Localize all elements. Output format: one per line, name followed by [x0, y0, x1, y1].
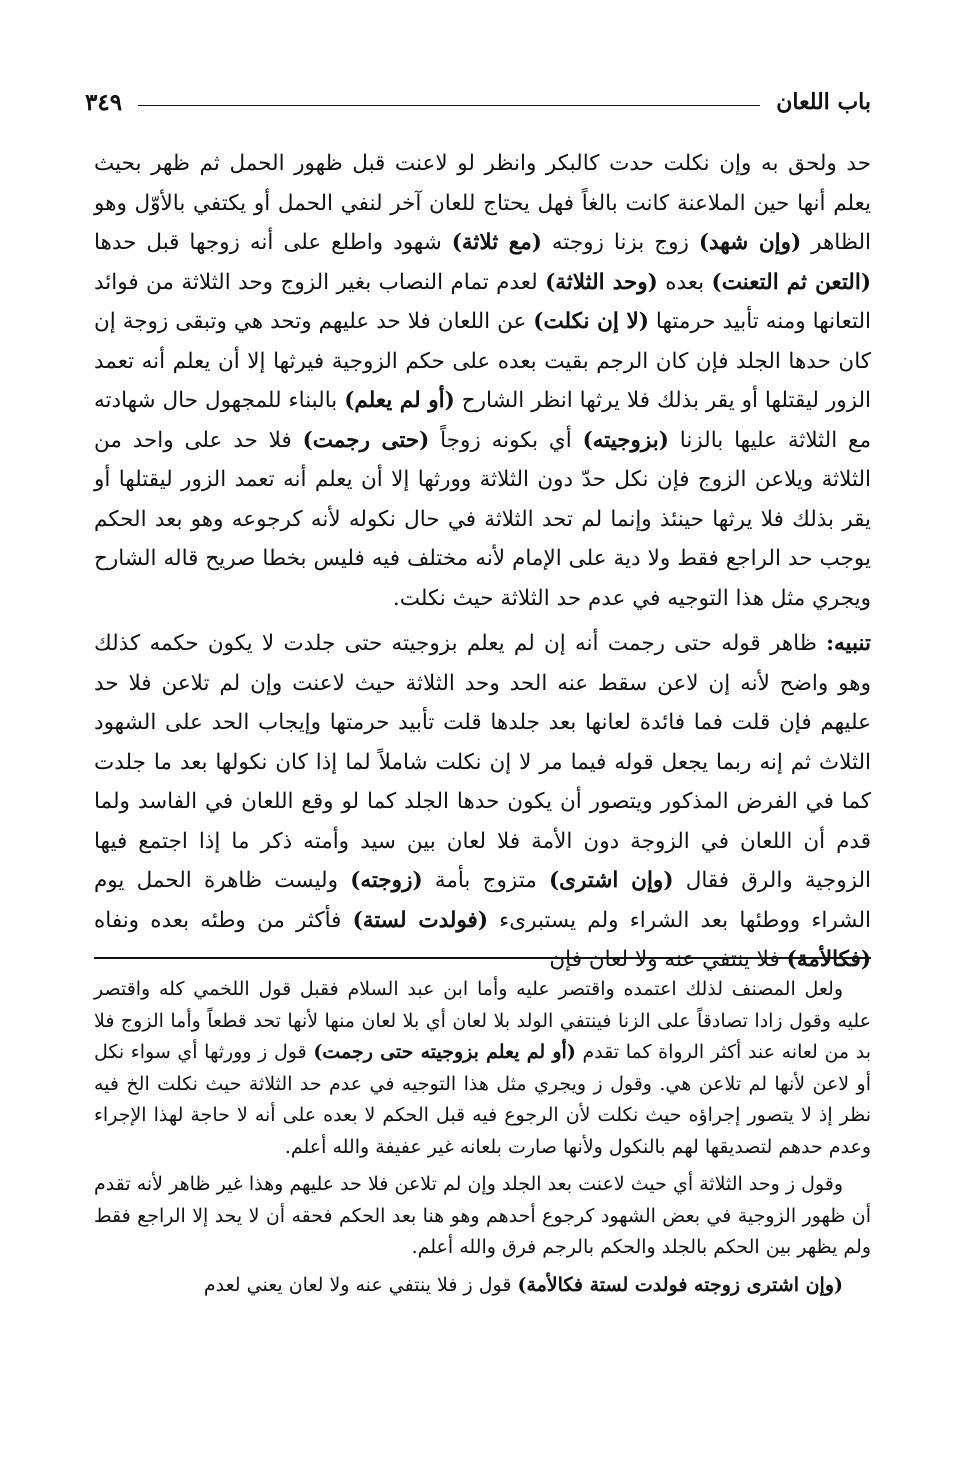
quoted-matn: (وإن اشترى) — [548, 868, 674, 893]
quoted-matn: (وحد الثلاثة) — [545, 269, 658, 295]
chapter-title: باب اللعان — [776, 89, 871, 115]
quoted-matn: (وإن اشترى زوجته فولدت لستة فكالأمة) — [517, 1273, 843, 1296]
main-paragraph: تنبيه: ظاهر قوله حتى رجمت أنه إن لم يعلم بزوجيته حتى جلدت لا يكون حكمه كذلك وهو واضح لأنه إن لاعن سقط عنه الحد وحد الثلاثة حيث لاعنت وإن لم تلاعن فلا حد عليهم فإن قلت فما فائدة لعانها بعد جلدها قلت تأبيد حرمتها وإيجاب الحد على الشهود الثلاث ثم إنه ربما يجعل قوله فيما مر لا إن نكلت شاملاً لما إذا كان نكولها بعد ما جلدت كما في الفرض المذكور ويتصور أن يكون حدها الجلد كما لو وقع اللعان في الفاسد ولما قدم أن اللعان في الزوجة دون الأمة فلا لعان بين سيد وأمته ذكر ما إذا اجتمع فيها الزوجية والرق فقال (وإن اشترى) متزوج بأمة (زوجته) وليست ظاهرة الحمل يوم الشراء ووطئها بعد الشراء ولم يستبرىء (فولدت لستة) فأكثر من وطئه بعده ونفاه (فكالأمة) فلا ينتفي عنه ولا لعان فإن — [94, 631, 871, 972]
note-label: تنبيه: — [826, 631, 871, 656]
main-paragraph: حد ولحق به وإن نكلت حدت كالبكر وانظر لو لاعنت قبل ظهور الحمل ثم ظهر بحيث يعلم أنها حين الملاعنة كانت بالغاً فهل يحتاج للعان آخر لنفي الحمل أو يكتفي بالأوّل وهو الظاهر (وإن شهد) زوج بزنا زوجته (مع ثلاثة) شهود واطلع على أنه زوجها قبل حدها (التعن ثم التعنت) بعده (وحد الثلاثة) لعدم تمام النصاب بغير الزوج وحد الثلاثة من فوائد التعانها ومنه تأبيد حرمتها (لا إن نكلت) عن اللعان فلا حد عليهم وتحد هي وتبقى زوجة إن كان حدها الجلد فإن كان الرجم بقيت بعده على حكم الزوجية فيرثها إلا أن يعلم أنه تعمد الزور ليقتلها أو يقر بذلك فلا يرثها انظر الشارح (أو لم يعلم) بالبناء للمجهول حال شهادته مع الثلاثة عليها بالزنا (بزوجيته) أي بكونه زوجاً (حتى رجمت) فلا حد على واحد من الثلاثة ويلاعن الزوج فإن نكل حدّ دون الثلاثة وورثها إلا أن يعلم أنه تعمد الزور ليقتلها أو يقر بذلك فلا يرثها حينئذ وإنما لم تحد الثلاثة في حال نكوله لأنه كرجوعه وهو بعد الحكم يوجب حد الراجع فقط ولا دية على الإمام لأنه مختلف فيه فليس بخطا صريح قاله الشارح ويجري مثل هذا التوجيه في عدم حد الثلاثة حيث نكلت. — [94, 151, 872, 611]
running-header — [85, 80, 871, 124]
footnote-paragraph: ولعل المصنف لذلك اعتمده واقتصر عليه وأما ابن عبد السلام فقبل قول اللخمي كله واقتصر عليه وقول زادا تصادقاً على الزنا فينتفي الولد بلا لعان أي بلا لعان منها لأنها تحد قطعاً وأما الزوج فلا بد من لعانه عند أكثر الرواة كما تقدم (أو لم يعلم بزوجيته حتى رجمت) قول ز وورثها أي سواء نكل أو لاعن لأنها لم تلاعن هي. وقول ز ويجري مثل هذا التوجيه في عدم حد الثلاثة حيث نكلت الخ فيه نظر إذ لا يتصور إجراؤه حيث نكلت لأن الرجوع فيه قبل الحكم لا بعده على أنه لا حاجة لهذا الإجراء وعدم حدهم لتصديقها لهم بالنكول ولأنها صارت بلعانه غير عفيفة والله أعلم. — [94, 978, 872, 1158]
quoted-matn: (أو لم يعلم) — [344, 388, 455, 413]
quoted-matn: (فكالأمة) — [786, 947, 871, 972]
footnote-paragraph: (وإن اشترى زوجته فولدت لستة فكالأمة) قول ز فلا ينتفي عنه ولا لعان يعني لعدم — [203, 1273, 843, 1296]
footnotes — [94, 974, 871, 1301]
quoted-matn: (أو لم يعلم بزوجيته حتى رجمت) — [313, 1041, 576, 1063]
quoted-matn: (زوجته) — [350, 868, 423, 893]
quoted-matn: (فولدت لستة) — [352, 907, 488, 933]
quoted-matn: (حتى رجمت) — [302, 427, 430, 453]
footnote-separator — [94, 957, 871, 959]
quoted-matn: (التعن ثم التعنت) — [711, 269, 872, 295]
quoted-matn: (وإن شهد) — [698, 230, 802, 255]
header-rule — [138, 105, 760, 106]
footnote-paragraph: وقول ز وحد الثلاثة أي حيث لاعنت بعد الجلد وإن لم تلاعن فلا حد عليهم وهذا غير ظاهر لأنه تقدم أن ظهور الزوجية في بعض الشهود كرجوع أحدهم وهو هنا بعد الحكم فحقه أن لا يحد إلا الراجع فقط ولم يظهر بين الحكم بالجلد والحكم بالرجم فرق والله أعلم. — [94, 1173, 871, 1258]
page-number: ٣٤٩ — [85, 88, 123, 116]
quoted-matn: (بزوجيته) — [582, 427, 669, 453]
main-text — [94, 144, 871, 980]
quoted-matn: (لا إن نكلت) — [533, 309, 649, 334]
quoted-matn: (مع ثلاثة) — [451, 230, 542, 255]
